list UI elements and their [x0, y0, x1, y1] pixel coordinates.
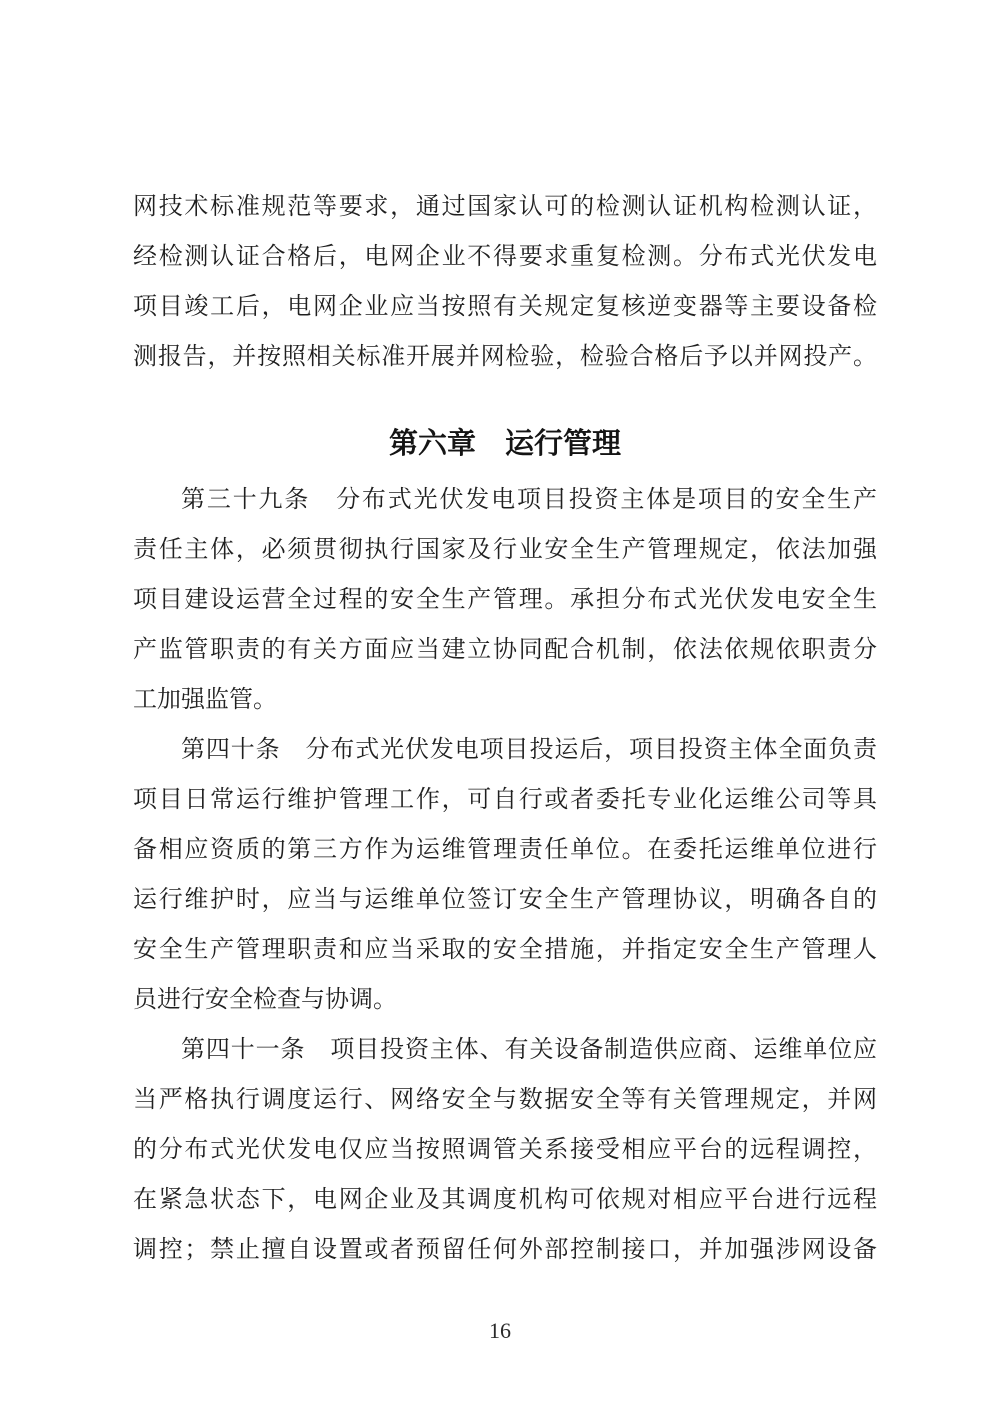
page-number: 16 — [489, 1318, 511, 1343]
text-line: 测报告，并按照相关标准开展并网检验，检验合格后予以并网投产。 — [133, 344, 877, 370]
text-line: 调控；禁止擅自设置或者预留任何外部控制接口，并加强涉网设备 — [133, 1237, 877, 1263]
document-content — [133, 182, 877, 1275]
chapter-heading: 第六章 运行管理 — [388, 428, 621, 460]
text-line: 的分布式光伏发电仅应当按照调管关系接受相应平台的远程调控， — [133, 1137, 877, 1163]
text-line: 产监管职责的有关方面应当建立协同配合机制，依法依规依职责分 — [133, 637, 877, 663]
text-line: 项目竣工后，电网企业应当按照有关规定复核逆变器等主要设备检 — [133, 294, 877, 320]
text-line: 在紧急状态下，电网企业及其调度机构可依规对相应平台进行远程 — [133, 1187, 877, 1213]
text-line: 经检测认证合格后，电网企业不得要求重复检测。分布式光伏发电 — [133, 244, 877, 270]
text-line: 工加强监管。 — [133, 687, 277, 713]
text-line: 运行维护时，应当与运维单位签订安全生产管理协议，明确各自的 — [133, 887, 877, 913]
text-line: 第三十九条 分布式光伏发电项目投资主体是项目的安全生产 — [181, 487, 877, 513]
article-40-paragraph — [133, 725, 877, 1025]
article-39-paragraph — [133, 475, 877, 725]
text-line: 员进行安全检查与协调。 — [133, 987, 397, 1013]
text-line: 项目建设运营全过程的安全生产管理。承担分布式光伏发电安全生 — [133, 587, 877, 613]
text-line: 网技术标准规范等要求，通过国家认可的检测认证机构检测认证， — [133, 194, 877, 220]
continuation-paragraph — [133, 182, 877, 382]
text-line: 安全生产管理职责和应当采取的安全措施，并指定安全生产管理人 — [133, 937, 877, 963]
text-line: 项目日常运行维护管理工作，可自行或者委托专业化运维公司等具 — [133, 787, 877, 813]
text-line: 当严格执行调度运行、网络安全与数据安全等有关管理规定，并网 — [133, 1087, 877, 1113]
text-line: 备相应资质的第三方作为运维管理责任单位。在委托运维单位进行 — [133, 837, 877, 863]
text-line: 责任主体，必须贯彻执行国家及行业安全生产管理规定，依法加强 — [133, 537, 877, 563]
text-line: 第四十条 分布式光伏发电项目投运后，项目投资主体全面负责 — [181, 737, 877, 763]
text-line: 第四十一条 项目投资主体、有关设备制造供应商、运维单位应 — [181, 1037, 877, 1063]
article-41-paragraph — [133, 1025, 877, 1275]
